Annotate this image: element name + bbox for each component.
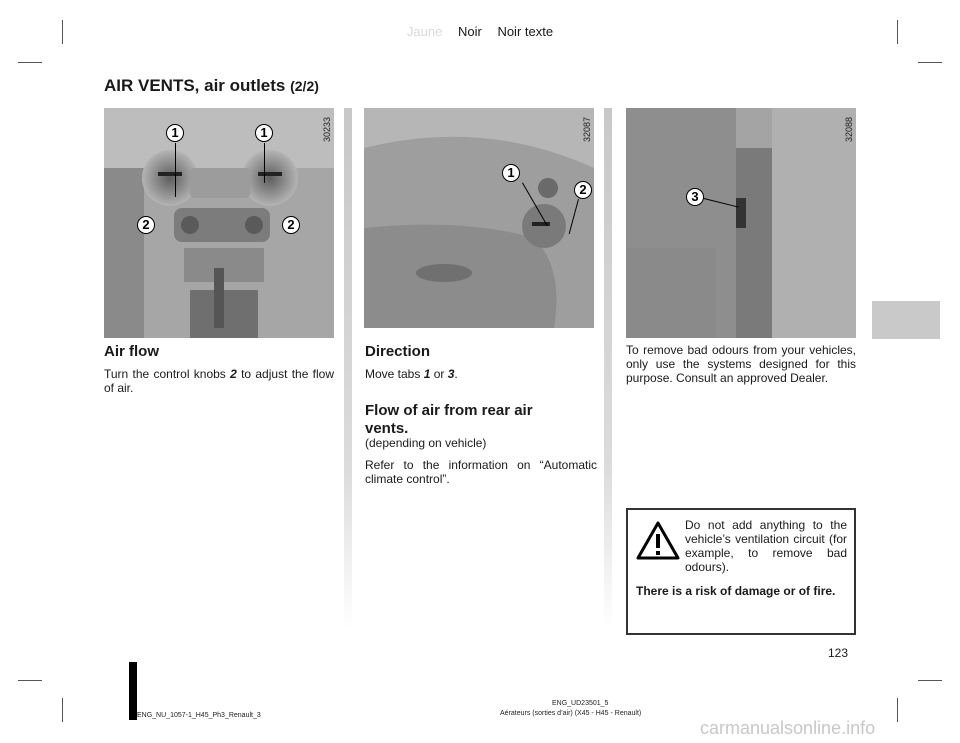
callout-3: 3 bbox=[686, 188, 704, 206]
callout-1: 1 bbox=[166, 124, 184, 142]
callout-2: 2 bbox=[574, 181, 592, 199]
rear-vents-text: Refer to the information on “Automatic climate control”. bbox=[365, 458, 597, 486]
crop-mark bbox=[18, 680, 42, 681]
watermark: carmanualsonline.info bbox=[700, 718, 876, 738]
title-sub: (2/2) bbox=[290, 78, 319, 94]
title-main: AIR VENTS, air outlets bbox=[104, 76, 286, 95]
air-flow-heading: Air flow bbox=[104, 343, 159, 360]
section-tab bbox=[872, 301, 940, 339]
rear-vents-heading: Flow of air from rear air vents. bbox=[365, 402, 533, 437]
figure-id: 32088 bbox=[844, 116, 854, 142]
color-mark-jaune: Jaune bbox=[406, 24, 443, 39]
warning-bold-text: There is a risk of damage or of fire. bbox=[636, 584, 836, 598]
crop-mark bbox=[18, 62, 42, 63]
crop-mark bbox=[918, 62, 942, 63]
callout-1: 1 bbox=[255, 124, 273, 142]
warning-text: Do not add anything to the vehicle’s ventilation circuit (for example, to remove bad odours). bbox=[685, 518, 847, 574]
callout-2: 2 bbox=[282, 216, 300, 234]
air-flow-text-a: Turn the control knobs bbox=[104, 367, 231, 381]
page-title bbox=[104, 76, 319, 96]
crop-mark bbox=[918, 680, 942, 681]
tab-number-3: 3 bbox=[447, 367, 455, 381]
direction-text-c: . bbox=[454, 367, 458, 381]
figure-id: 32087 bbox=[582, 116, 592, 142]
figure-id: 30233 bbox=[322, 116, 332, 142]
footer-right-line1: ENG_UD23501_5 bbox=[552, 700, 609, 707]
callout-1: 1 bbox=[502, 164, 520, 182]
odour-text: To remove bad odours from your vehicles, only use the systems designed for this purpose. Consult an approved Dealer. bbox=[626, 343, 856, 385]
direction-text bbox=[365, 367, 597, 381]
black-marker-bar bbox=[129, 662, 137, 720]
column-separator bbox=[604, 108, 612, 628]
callout-line bbox=[264, 143, 265, 183]
side-vent-illustration bbox=[364, 108, 594, 328]
footer-left: ENG_NU_1057-1_H45_Ph3_Renault_3 bbox=[137, 712, 261, 719]
crop-mark bbox=[897, 698, 898, 722]
print-color-marks bbox=[0, 24, 960, 39]
warning-triangle-icon bbox=[636, 520, 680, 560]
tab-number-1: 1 bbox=[423, 367, 431, 381]
air-flow-text-b: to adjust the flow of air. bbox=[104, 367, 334, 395]
figure-side-vent bbox=[364, 108, 594, 328]
color-mark-noir: Noir bbox=[457, 24, 482, 39]
direction-heading: Direction bbox=[365, 343, 431, 360]
rear-vents-note: (depending on vehicle) bbox=[365, 436, 487, 450]
callout-2: 2 bbox=[137, 216, 155, 234]
column-separator bbox=[344, 108, 352, 628]
direction-text-a: Move tabs bbox=[365, 367, 424, 381]
page-number: 123 bbox=[828, 646, 849, 660]
callout-line bbox=[175, 143, 176, 197]
crop-mark bbox=[62, 698, 63, 722]
footer-right-line2: Aérateurs (sorties d’air) (X45 - H45 - Renault) bbox=[500, 710, 642, 717]
knob-number: 2 bbox=[230, 367, 237, 381]
direction-text-b: or bbox=[430, 367, 448, 381]
warning-box bbox=[626, 508, 856, 635]
air-flow-text bbox=[104, 367, 334, 395]
figure-rear-vent bbox=[626, 108, 856, 338]
color-mark-noir-texte: Noir texte bbox=[497, 24, 554, 39]
rear-vent-illustration bbox=[626, 108, 856, 338]
